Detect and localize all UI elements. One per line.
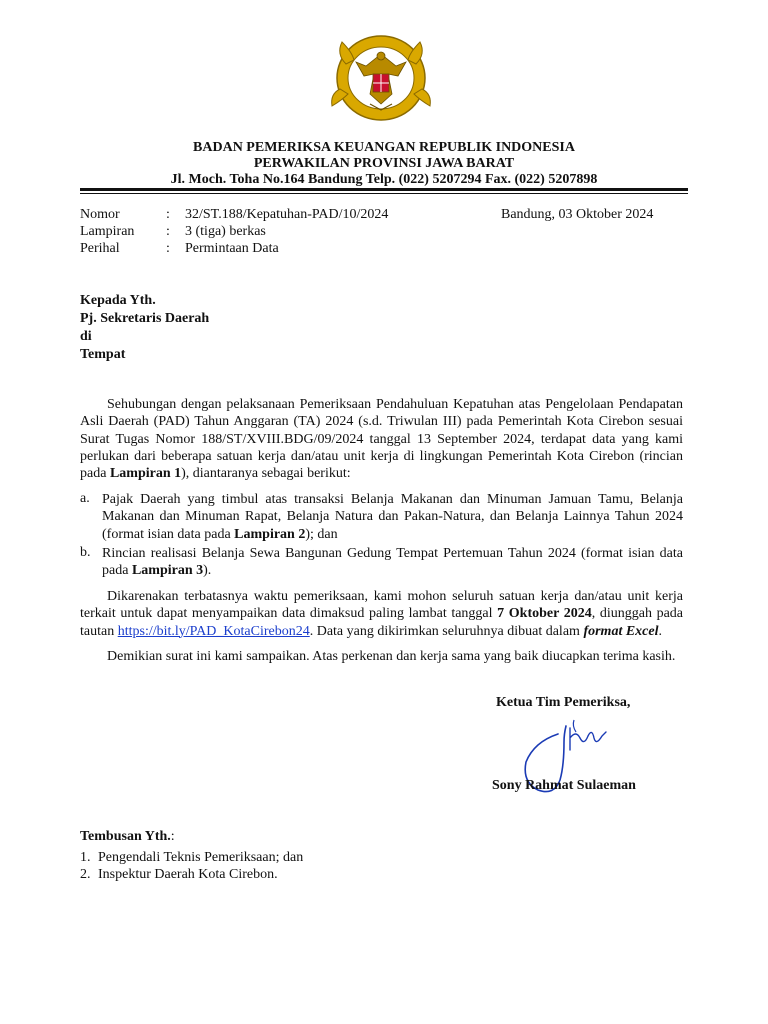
- lampiran-1-ref: Lampiran 1: [109, 466, 182, 482]
- perihal-value: Permintaan Data: [185, 241, 279, 256]
- nomor-value: 32/ST.188/Kepatuhan-PAD/10/2024: [185, 207, 389, 222]
- letterhead-org: BADAN PEMERIKSA KEUANGAN REPUBLIK INDONESIA: [193, 140, 575, 155]
- lampiran-2-ref: Lampiran 2: [234, 526, 306, 542]
- signature-title: Ketua Tim Pemeriksa,: [496, 695, 631, 710]
- lampiran-colon: :: [166, 224, 170, 239]
- recipient-line-4: Tempat: [80, 347, 126, 362]
- nomor-colon: :: [166, 207, 170, 222]
- paragraph-1-text: Sehubungan dengan pelaksanaan Pemeriksaan Pendahuluan Kepatuhan atas Pengelolaan Pendapatan Asli Daerah (PAD) Tahun Anggaran (TA) 2024 (s.d. Triwulan III) pada Pemerintah Kota Cirebon sesuai Surat Tugas Nomor 188/ST/XVIII.BDG/09/2024 tanggal 13 September 2024, terdapat data yang kami perlukan dari beberapa satuan kerja dan/atau unit kerja di lingkungan Pemerintah Kota Cirebon (rincian pada: [80, 397, 683, 482]
- lampiran-3-ref: Lampiran 3: [131, 563, 204, 579]
- list-item-b-end: ).: [203, 563, 212, 579]
- nomor-label: Nomor: [80, 207, 120, 222]
- bpk-logo: [326, 34, 436, 122]
- paragraph-2-text: Dikarenakan terbatasnya waktu pemeriksaan, kami mohon seluruh satuan kerja dan/atau unit kerja terkait untuk dapat menyampaikan data dimaksud paling lambat tanggal: [80, 589, 683, 622]
- letter-date: Bandung, 03 Oktober 2024: [501, 207, 654, 222]
- paragraph-2-end: .: [658, 623, 662, 639]
- list-item-a-end: ); dan: [305, 526, 338, 542]
- list-item-a-text: Pajak Daerah yang timbul atas transaksi Belanja Makanan dan Minuman Jamuan Tamu, Belanja Makanan dan Minuman Rapat, Belanja Natura dan Pakan-Natura, dan Belanja Lainnya Tahun 2024 (format isian data pada: [102, 492, 683, 542]
- paragraph-3: [80, 648, 683, 665]
- paragraph-1: [80, 396, 683, 482]
- deadline-date: 7 Oktober 2024: [497, 606, 592, 622]
- signer-name: Sony Rahmat Sulaeman: [492, 778, 636, 793]
- lampiran-label: Lampiran: [80, 224, 135, 239]
- paragraph-2: [80, 588, 683, 640]
- letterhead-branch: PERWAKILAN PROVINSI JAWA BARAT: [253, 156, 515, 171]
- recipient-line-1: Kepada Yth.: [80, 293, 156, 308]
- paragraph-1-end: ), diantaranya sebagai berikut:: [181, 466, 351, 482]
- cc-heading-text: Tembusan Yth.: [80, 829, 171, 844]
- recipient-line-2: Pj. Sekretaris Daerah: [80, 311, 210, 326]
- recipient-line-3: di: [80, 329, 92, 344]
- list-item-b-text: Rincian realisasi Belanja Sewa Bangunan Gedung Tempat Pertemuan Tahun 2024 (format isian data pada: [102, 546, 683, 579]
- lampiran-value: 3 (tiga) berkas: [185, 224, 266, 239]
- cc-heading-colon: :: [170, 829, 175, 844]
- cc-item-2: Inspektur Daerah Kota Cirebon.: [98, 867, 278, 882]
- cc-item-2-number: 2.: [80, 867, 91, 882]
- letterhead-address: Jl. Moch. Toha No.164 Bandung Telp. (022) 5207294 Fax. (022) 5207898: [170, 172, 598, 187]
- header-divider-thin: [80, 193, 688, 194]
- list-marker-a: a.: [80, 491, 90, 506]
- perihal-label: Perihal: [80, 241, 120, 256]
- header-divider-thick: [80, 188, 688, 191]
- upload-link[interactable]: https://bit.ly/PAD_KotaCirebon24: [117, 623, 310, 639]
- list-marker-b: b.: [80, 545, 91, 560]
- paragraph-2-mid2: . Data yang dikirimkan seluruhnya dibuat dalam: [309, 623, 584, 639]
- format-excel: format Excel: [583, 623, 659, 639]
- cc-item-1-number: 1.: [80, 850, 91, 865]
- cc-heading: [80, 828, 175, 845]
- paragraph-3-text: Demikian surat ini kami sampaikan. Atas perkenan dan kerja sama yang baik diucapkan terima kasih.: [107, 649, 676, 664]
- perihal-colon: :: [166, 241, 170, 256]
- paragraph-2-mid: , diunggah pada tautan: [80, 606, 683, 639]
- cc-item-1: Pengendali Teknis Pemeriksaan; dan: [98, 850, 304, 865]
